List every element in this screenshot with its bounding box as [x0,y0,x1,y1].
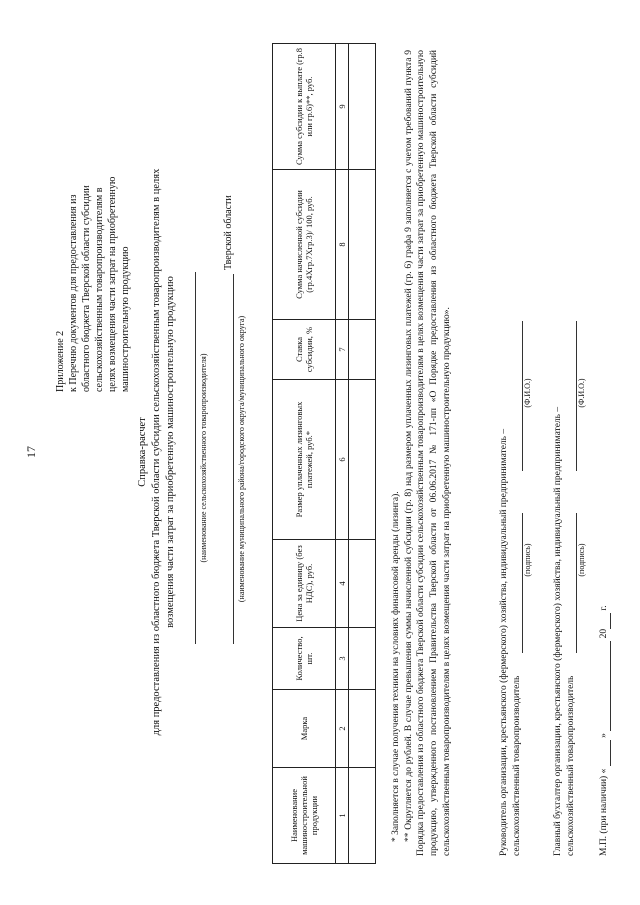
municipality-name-line[interactable] [233,274,234,644]
col-number: 4 [336,540,349,628]
accountant-signature-caption: (подпись) [577,543,587,577]
col-number: 2 [336,690,349,768]
appendix-block [54,92,132,392]
col-number: 7 [336,320,349,380]
appendix-line: к Перечню документов для предоставления из [68,194,79,392]
subsidy-table [272,43,376,864]
head-name-caption: (Ф.И.О.) [523,378,533,408]
table-cell[interactable] [349,540,376,628]
table-cell[interactable] [349,380,376,540]
footnotes [390,50,453,856]
accountant-title-line-2: сельскохозяйственный товаропроизводитель [565,675,576,856]
table-column-numbers-row [336,44,349,864]
appendix-line: машиностроительную продукцию [120,246,131,392]
appendix-line: Приложение 2 [55,330,66,392]
producer-name-line[interactable] [195,272,196,644]
title-line-1: Справка-расчет [137,417,148,487]
producer-caption: (наименование сельскохозяйственного товаропроизводителя) [199,353,208,563]
municipality-caption: (наименование муниципального района/городского округа/муниципального округа) [237,315,246,603]
appendix-line: областного бюджета Тверской области субсидии [81,185,92,392]
col-header-accrued-subsidy: Сумма начисленной субсидии (гр.4Xгр.7Xгр.3)/ 100, руб. [273,170,336,320]
document-title [136,22,179,882]
head-signature-block [498,50,534,856]
table-cell[interactable] [349,170,376,320]
region-label: Тверской области [223,195,234,270]
page-number: 17 [24,446,38,458]
footnote-1: * Заполняется в случае получения техники на условиях финансовой аренды (лизинга). [391,491,401,842]
col-header-subsidy-rate: Ставка субсидии, % [273,320,336,380]
table-header-row [273,44,336,864]
table-cell[interactable] [349,690,376,768]
appendix-line: целях возмещения части затрат на приобретенную [107,176,118,392]
date-day-field[interactable] [600,740,611,766]
col-header-unit-price: Цена за единицу (без НДС), руб. [273,540,336,628]
col-number: 8 [336,170,349,320]
stamp-date-line [598,50,611,856]
appendix-line: сельскохозяйственным товаропроизводителям в [94,187,105,392]
title-line-3: возмещения части затрат за приобретенную машиностроительную продукцию [165,276,177,628]
table-cell[interactable] [349,320,376,380]
head-name-line[interactable] [512,321,523,471]
footnote-2: ** Округляется до рублей. В случае превышения суммы начисленной субсидии (гр. 8) над размером уплаченных лизинговых платежей (гр. 6) графа 9 заполняется с учетом требований пункта 9 Порядка предоставления из областного бюджета Тверской области субсидии сельскохозяйственным товаропроизводителям в целях возмещения части затрат за приобретенную машиностроительную продукцию, утвержденного постановлением Правительства Тверской области от 06.06.2017 № 171-пп «О Порядке предоставления из областного бюджета Тверской области субсидий сельскохозяйственным товаропроизводителям в целях возмещения части затрат на приобретенную машиностроительную продукцию». [403,50,452,856]
col-number: 3 [336,628,349,690]
table-cell[interactable] [349,768,376,864]
date-quote-close: » [599,733,609,738]
col-header-brand: Марка [273,690,336,768]
date-year-suffix: г. [599,605,609,611]
col-number: 9 [336,44,349,170]
col-number: 6 [336,380,349,540]
col-header-quantity: Количество, шт. [273,628,336,690]
table-data-row[interactable] [349,44,376,864]
col-header-subsidy-payable: Сумма субсидии к выплате (гр.8 или гр.6)**, руб. [273,44,336,170]
table-cell[interactable] [349,44,376,170]
rotated-page [20,22,620,882]
head-title-line-1: Руководитель организации, крестьянского (фермерского) хозяйства, индивидуальный предприниматель – [499,428,509,856]
date-month-field[interactable] [600,641,611,731]
col-number: 1 [336,768,349,864]
table-cell[interactable] [349,628,376,690]
col-header-leasing-payments: Размер уплаченных лизинговых платежей, руб.* [273,380,336,540]
head-title-line-2: сельскохозяйственный товаропроизводитель [511,675,522,856]
accountant-signature-block [552,50,588,856]
head-signature-caption: (подпись) [523,543,533,577]
date-year-field[interactable] [600,613,611,629]
accountant-title-line-1: Главный бухгалтер организации, крестьянского (фермерского) хозяйства, индивидуальный предприниматель – [553,406,563,856]
accountant-signature-line[interactable] [566,513,577,653]
title-line-2: для предоставления из областного бюджета Тверской области субсидии сельскохозяйственным товаропроизводителям в целях [151,168,163,736]
accountant-name-caption: (Ф.И.О.) [577,378,587,408]
stamp-label: М.П. (при наличии) « [599,768,609,856]
date-year-prefix: 20 [599,628,609,639]
head-signature-line[interactable] [512,513,523,653]
accountant-name-line[interactable] [566,321,577,471]
col-header-product-name: Наименование машиностроительной продукции [273,768,336,864]
